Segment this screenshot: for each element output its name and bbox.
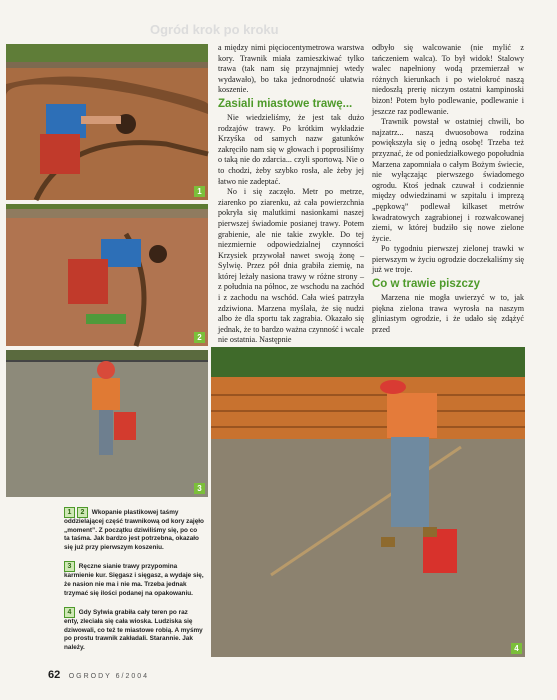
caption-1-2 [64, 507, 204, 552]
caption-badge: 2 [77, 507, 88, 518]
paragraph: odbyło się walcowanie (nie mylić z tańczeniem walca). To był widok! Stalowy walec napełniony wodą przemierzał w różnych kierunkach i po wielokroć naszą niedoszłą prerię niczym ostatni kampinoski bizon! Potem było podlewanie, podlewanie i jeszcze raz podlewanie. [372, 43, 524, 116]
page-number: 62 [48, 669, 61, 681]
section-heading: Zasiali miastowe trawę... [218, 97, 353, 110]
faded-header-title: Ogród krok po kroku [150, 22, 279, 37]
caption-badge: 3 [64, 561, 75, 572]
photo-number: 1 [194, 186, 205, 197]
photo-number: 3 [194, 483, 205, 494]
caption-3 [64, 561, 204, 598]
caption-badge: 1 [64, 507, 75, 518]
caption-text: Ręczne sianie trawy przypomina karmienie kur. Sięgasz i sięgasz, a wydaje się, że nasion nie ma i nie ma. Trzeba jednak trzymać się ilości podanej na opakowaniu. [64, 563, 204, 597]
photo-number: 2 [194, 332, 205, 343]
photo-2-digging [6, 204, 208, 346]
article-column-1 [218, 43, 364, 346]
paragraph: Marzena nie mogła uwierzyć w to, jak piękna zielona trawa wyrosła na naszym gliniastym ogrodzie, i że udało się zdążyć przed [372, 293, 524, 334]
caption-4 [64, 607, 204, 652]
photo-number: 4 [511, 643, 522, 654]
caption-text: Gdy Sylwia grabiła cały teren po raz enty, zleciała się cała wioska. Ludziska się dziwowali, co też te miastowe robią. A myśmy po prostu trawnik zakładali. Starannie. Jak należy. [64, 609, 203, 651]
paragraph: Nie wiedzieliśmy, że jest tak dużo rodzajów trawy. Po krótkim wykładzie Krzyśka od samych nazw gatunków zakręciło nam się w głowach i poprosiliśmy o taką nie do zdarcia... czyli sportową. Nie o to chodzi, żeby szybko rosła, ale żeby jej łatwo nie zadeptać. [218, 112, 364, 186]
photo-captions [64, 507, 204, 662]
page-footer [48, 665, 149, 683]
paragraph: Trawnik powstał w ostatniej chwili, bo najzatrz... naszą dwuosobowa rodzina powiększyła się o jedną osobę! Trzeba też przyznać, że od poniedziałkowego popołudnia Marzena zapomniała o całym Bożym świecie, nie wyłączając pierwszego świadomego ogrodu. Ktoś jednak czuwał i codziennie między odwiedzinami w szpitalu i imprezą „pępkową” podlewał kilkaset metrów kwadratowych zagrabionej i rozwałcowanej ziemi, w której budziło się nowe zielone życie. [372, 117, 524, 243]
paragraph: No i się zaczęło. Metr po metrze, ziarenko po ziarenku, aż cała powierzchnia pokryła się malutkimi nasionkami naszej pierwszej świadomie posianej trawy. Potem grabienie, ale nie takie zwykłe. Do tej niezmiernie odpowiedzialnej czynności Krzysiek przywołał nawet swoją żonę – Sylwię. Przez pół dnia grabiła ziemię, na której leżały nasiona trawy w różne strony – z południa na północ, ze wschodu na zachód i z zachodu na wschód. Cała wieś patrzyła zdziwiona. Marzena myślała, że się nudzi albo że dla sportu tak zagrabia. Okazało się jednak, że to bardzo ważna czynność i wcale nie ostatnia. Następnie [218, 187, 364, 345]
section-heading: Co w trawie piszczy [372, 278, 481, 291]
photo-1-laying-edging [6, 44, 208, 200]
paragraph: Po tygodniu pierwszej zielonej trawki w pierwszym w życiu ogrodzie doczekaliśmy się już we troje. [372, 244, 524, 275]
caption-badge: 4 [64, 607, 75, 618]
photo-3-sowing-seeds [6, 350, 208, 497]
article-column-2 [372, 43, 524, 335]
paragraph: a między nimi pięciocentymetrowa warstwa kory. Trawnik miała zamieszkiwać tylko trawa (tak nam się przynajmniej wtedy wydawało), bo taka jednorodność ułatwia koszenie. [218, 43, 364, 95]
caption-text: Wkopanie plastikowej taśmy oddzielającej część trawnikową od kory zajęło „moment”. Z początku dziwiliśmy się, po co ta taśma. Jak bardzo jest potrzebna, okazało się już przy pierwszym koszeniu. [64, 509, 204, 551]
photo-4-raking [211, 347, 525, 657]
magazine-name: OGRODY 6/2004 [68, 673, 150, 680]
